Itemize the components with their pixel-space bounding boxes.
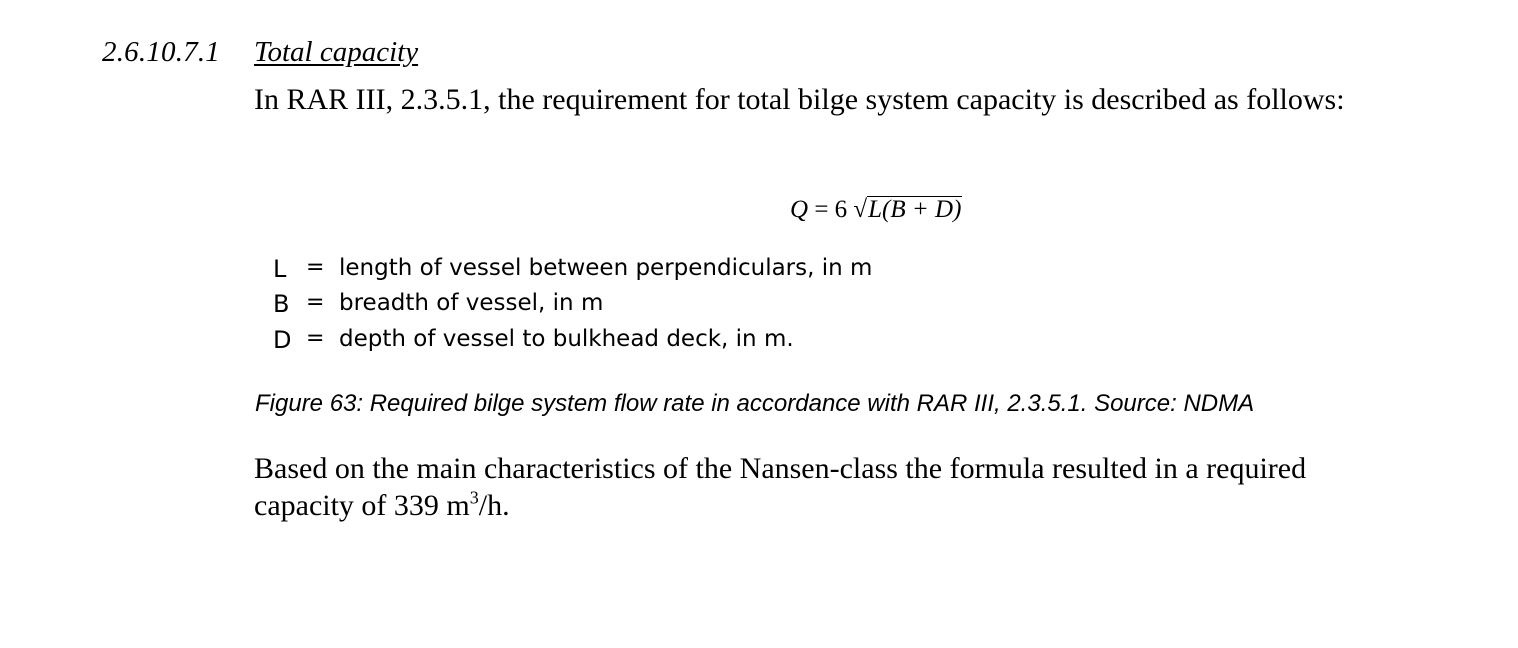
capacity-formula	[790, 196, 962, 224]
definition-row	[270, 326, 970, 358]
result-text: Based on the main characteristics of the Nansen-class the formula resulted in a required capacity of 339 m	[254, 452, 1307, 522]
definition-symbol: B	[273, 290, 290, 318]
result-text-end: /h.	[478, 489, 510, 522]
formula-equals: =	[814, 196, 829, 223]
definition-row	[270, 255, 970, 287]
intro-paragraph: In RAR III, 2.3.5.1, the requirement for total bilge system capacity is described as follows:	[254, 83, 1345, 116]
definition-equals: =	[306, 326, 325, 351]
unit-superscript: 3	[469, 487, 479, 508]
definition-symbol: L	[273, 255, 287, 283]
definition-text: length of vessel between perpendiculars, in m	[339, 255, 873, 281]
section-title: Total capacity	[254, 36, 419, 68]
definition-equals: =	[306, 290, 325, 315]
definition-row	[270, 290, 970, 322]
definition-equals: =	[306, 255, 325, 280]
sqrt-symbol: √	[853, 196, 868, 223]
formula-radicand: L(B + D)	[868, 196, 962, 223]
figure-caption: Figure 63: Required bilge system flow rate in accordance with RAR III, 2.3.5.1. Source: NDMA	[255, 390, 1255, 417]
definition-text: depth of vessel to bulkhead deck, in m.	[339, 326, 794, 352]
definition-text: breadth of vessel, in m	[339, 290, 604, 316]
formula-coefficient: 6	[834, 196, 848, 223]
result-paragraph	[254, 450, 1404, 524]
formula-lhs: Q	[790, 196, 809, 223]
section-number: 2.6.10.7.1	[102, 36, 220, 68]
definition-symbol: D	[273, 326, 292, 354]
